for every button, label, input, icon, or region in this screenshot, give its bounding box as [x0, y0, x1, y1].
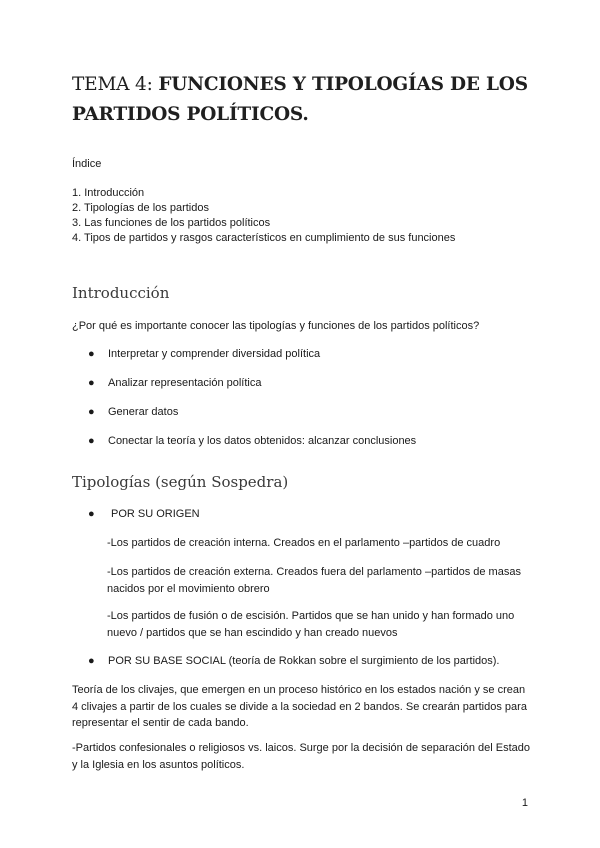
confessional-paragraph: -Partidos confesionales o religiosos vs. laicos. Surge por la decisión de separación del Estado y la Iglesia en los asuntos políticos.	[72, 742, 530, 771]
origin-item: -Los partidos de creación interna. Creados en el parlamento –partidos de cuadro	[107, 537, 501, 549]
bullet-icon: ●	[88, 508, 95, 520]
bullet-icon: ●	[88, 348, 95, 360]
index-heading: Índice	[72, 158, 102, 170]
bullet-text: Conectar la teoría y los datos obtenidos: alcanzar conclusiones	[108, 435, 417, 447]
section-heading-intro: Introducción	[72, 284, 170, 302]
origin-item: -Los partidos de fusión o de escisión. Partidos que se han unido y han formado uno nuevo / partidos que se han escindido y han creado nuevos	[107, 610, 515, 639]
title-lead: TEMA 4:	[72, 74, 159, 95]
list-item	[88, 507, 200, 522]
cleavages-paragraph: Teoría de los clivajes, que emergen en un proceso histórico en los estados nación y se crean 4 clivajes a partir de los cuales se divide a la sociedad en 2 bandos. Se crearán partidos para representar el sentir de cada bando.	[72, 684, 527, 729]
bullet-text: POR SU BASE SOCIAL (teoría de Rokkan sobre el surgimiento de los partidos).	[108, 655, 500, 667]
index-item: 4. Tipos de partidos y rasgos característicos en cumplimiento de sus funciones	[72, 232, 456, 244]
index-item: 1. Introducción	[72, 187, 145, 199]
list-item	[88, 654, 500, 669]
bullet-icon: ●	[88, 377, 95, 389]
list-item	[88, 347, 320, 362]
bullet-text: Generar datos	[108, 406, 179, 418]
bullet-text: Analizar representación política	[108, 377, 262, 389]
page-number: 1	[521, 797, 528, 809]
page-title	[72, 70, 542, 130]
section-heading-typologies: Tipologías (según Sospedra)	[72, 473, 289, 491]
index-item: 2. Tipologías de los partidos	[72, 202, 209, 214]
index-item: 3. Las funciones de los partidos políticos	[72, 217, 271, 229]
bullet-text: POR SU ORIGEN	[111, 508, 200, 520]
list-item	[88, 405, 178, 420]
bullet-icon: ●	[88, 655, 95, 667]
bullet-icon: ●	[88, 406, 95, 418]
title-rest-line1: FUNCIONES Y TIPOLOGÍAS DE LOS	[158, 74, 528, 95]
list-item	[88, 434, 416, 449]
bullet-icon: ●	[88, 435, 95, 447]
index-list	[72, 186, 455, 246]
intro-question: ¿Por qué es importante conocer las tipologías y funciones de los partidos políticos?	[72, 320, 480, 332]
origin-item: -Los partidos de creación externa. Creados fuera del parlamento –partidos de masas nacidos por el movimiento obrero	[107, 566, 521, 595]
list-item	[88, 376, 261, 391]
title-rest-line2: PARTIDOS POLÍTICOS.	[72, 104, 309, 125]
bullet-text: Interpretar y comprender diversidad política	[108, 348, 321, 360]
